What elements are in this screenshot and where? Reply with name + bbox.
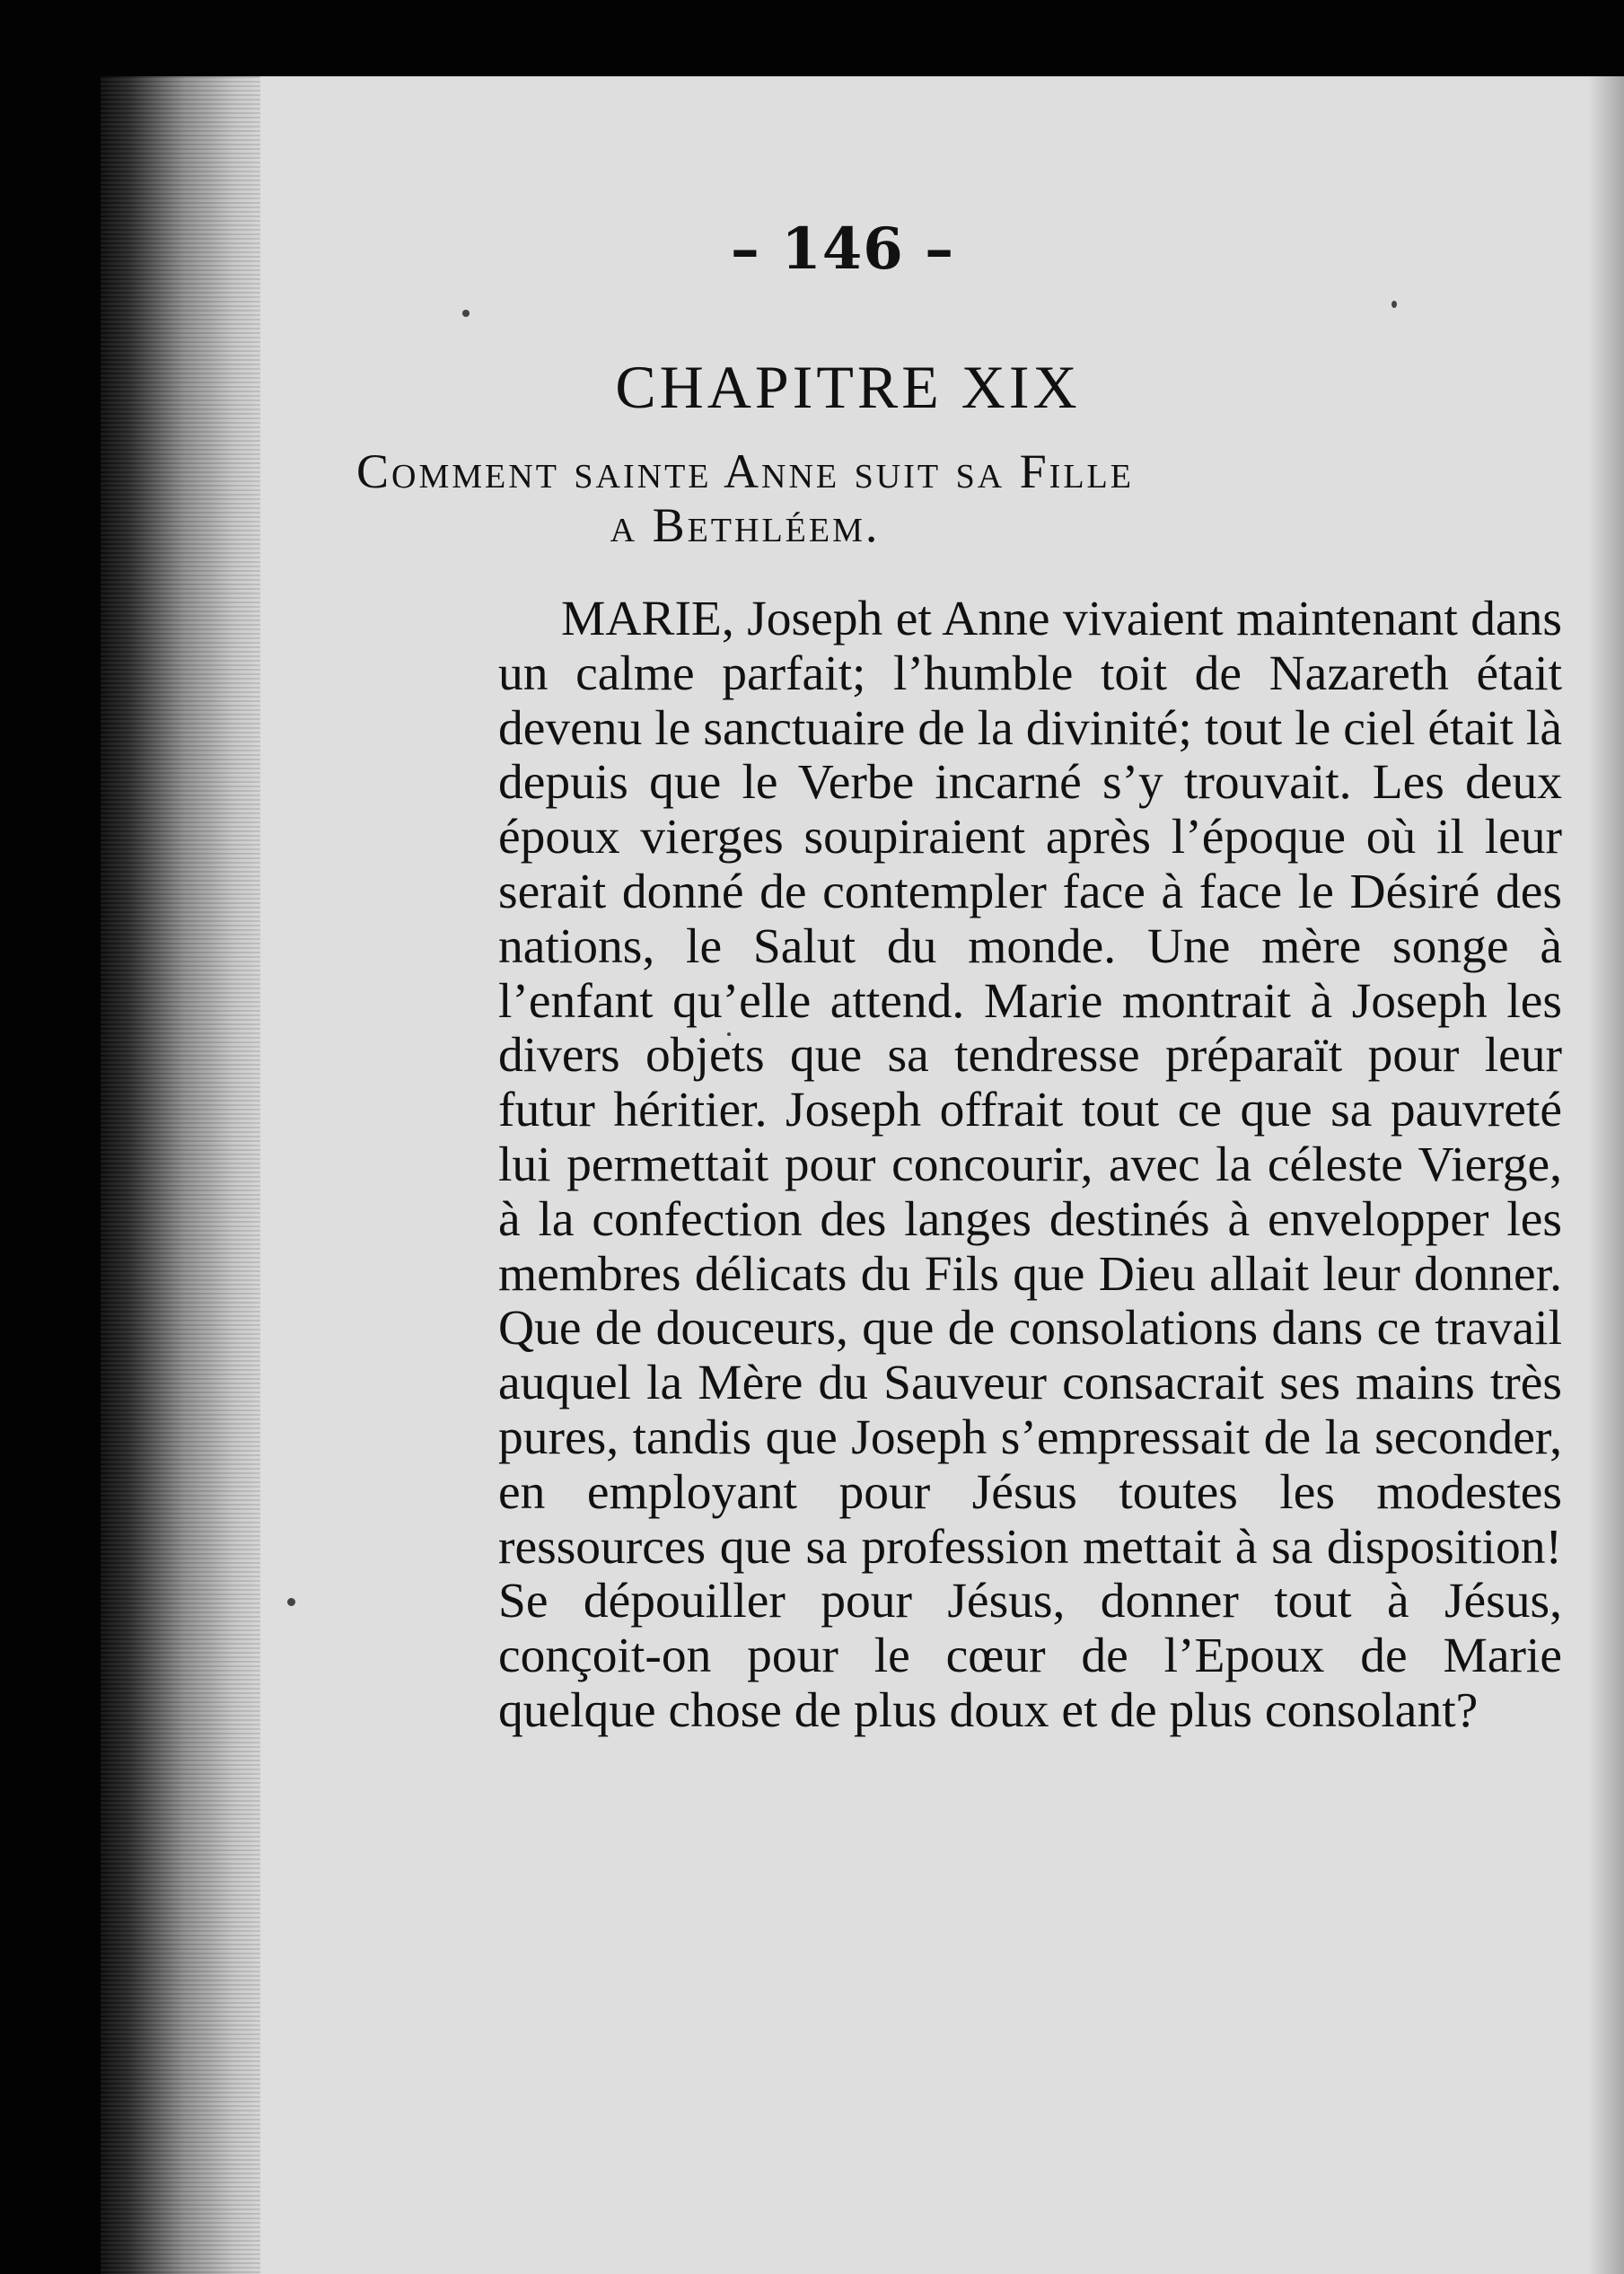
chapter-body <box>498 593 1562 1739</box>
chapter-title: CHAPITRE XIX <box>615 353 1081 421</box>
page-speck <box>287 1598 295 1606</box>
body-paragraph: MARIE, Joseph et Anne vivaient maintenant dans un calme parfait; l’humble toit de Nazareth était devenu le sanctuaire de la divinité; tout le ciel était là depuis que le Verbe incarné s’y trouvait. Les deux époux vierges soupiraient après l’époque où il leur serait donné de contempler face à face le Désiré des nations, le Salut du monde. Une mère songe à l’enfant qu’elle attend. Marie montrait à Joseph les divers objets que sa tendresse préparaït pour leur futur héritier. Joseph offrait tout ce que sa pauvreté lui permettait pour concourir, avec la céleste Vierge, à la confection des langes destinés à envelopper les membres délicats du Fils que Dieu allait leur donner. Que de douceurs, que de consolations dans ce travail auquel la Mère du Sauveur consacrait ses mains très pures, tandis que Joseph s’empressait de la seconder, en employant pour Jésus toutes les modestes ressources que sa profession mettait à sa disposition! Se dépouiller pour Jésus, donner tout à Jésus, conçoit-on pour le cœur de l’Epoux de Marie quelque chose de plus doux et de plus consolant? <box>498 592 1562 1738</box>
chapter-subtitle <box>287 444 1203 552</box>
page-speck <box>462 310 470 317</box>
subtitle-line-2: a Bethléem. <box>610 498 881 552</box>
subtitle-line-1: Comment sainte Anne suit sa Fille <box>356 444 1134 498</box>
page-number: – 146 – <box>730 215 955 283</box>
page-speck <box>1391 301 1397 308</box>
